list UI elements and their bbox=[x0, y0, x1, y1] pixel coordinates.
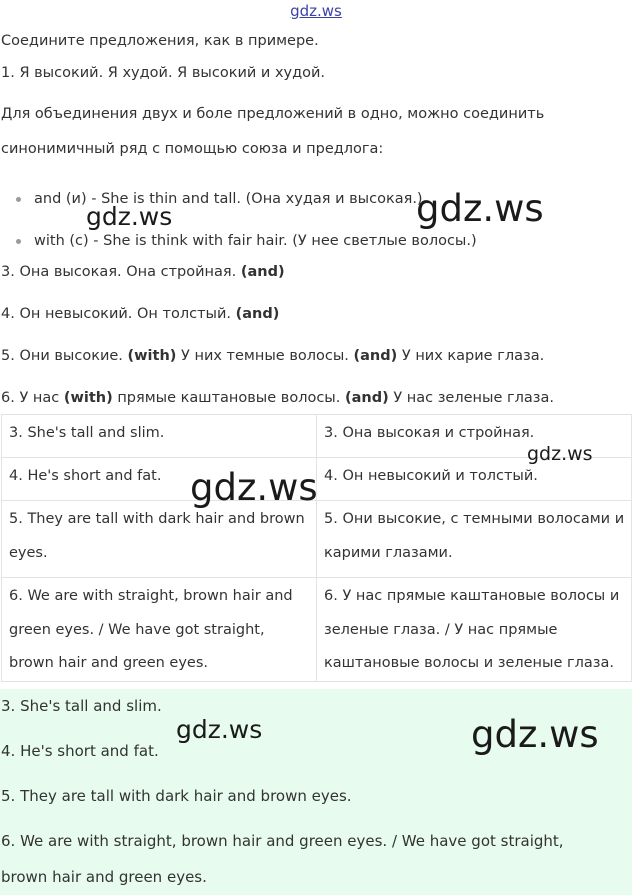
table-row bbox=[2, 458, 632, 501]
answer-line: 4. He's short and fat. bbox=[1, 742, 159, 760]
translation-table bbox=[1, 414, 632, 682]
task-text: Соедините предложения, как в примере. bbox=[1, 33, 319, 49]
answer-line: 6. We are with straight, brown hair and green eyes. / We have got straight, bbox=[1, 832, 564, 850]
rule-list bbox=[14, 188, 477, 272]
table-cell-en: 6. We are with straight, brown hair and green eyes. / We have got straight, brown hair and green eyes. bbox=[2, 578, 317, 682]
explanation-line-2: синонимичный ряд с помощью союза и предлога: bbox=[1, 141, 384, 157]
table-cell-ru: 6. У нас прямые каштановые волосы и зеленые глаза. / У нас прямые каштановые волосы и зеленые глаза. bbox=[317, 578, 632, 682]
watermark: gdz.ws bbox=[416, 187, 544, 230]
table-row bbox=[2, 578, 632, 682]
watermark: gdz.ws bbox=[471, 713, 599, 756]
list-item: with (с) - She is think with fair hair. (У нее светлые волосы.) bbox=[14, 230, 477, 272]
table-row bbox=[2, 501, 632, 578]
example-text: 1. Я высокий. Я худой. Я высокий и худой. bbox=[1, 65, 326, 81]
table-cell-ru: 3. Она высокая и стройная. bbox=[317, 415, 632, 458]
top-watermark-link[interactable]: gdz.ws bbox=[290, 2, 342, 20]
watermark: gdz.ws bbox=[176, 715, 263, 744]
table-cell-ru: 4. Он невысокий и толстый. bbox=[317, 458, 632, 501]
watermark: gdz.ws bbox=[190, 466, 318, 509]
list-item: and (и) - She is thin and tall. (Она худая и высокая.) bbox=[14, 188, 477, 230]
table-cell-ru: 5. Они высокие, с темными волосами и карими глазами. bbox=[317, 501, 632, 578]
table-cell-en: 5. They are tall with dark hair and brown eyes. bbox=[2, 501, 317, 578]
explanation-line-1: Для объединения двух и боле предложений в одно, можно соединить bbox=[1, 106, 545, 122]
watermark: gdz.ws bbox=[86, 202, 173, 231]
watermark: gdz.ws bbox=[527, 443, 593, 465]
answer-line: 3. She's tall and slim. bbox=[1, 697, 162, 715]
table-row bbox=[2, 415, 632, 458]
exercise-3: 3. Она высокая. Она стройная. (and) bbox=[1, 264, 285, 280]
answer-line: brown hair and green eyes. bbox=[1, 868, 207, 886]
table-cell-en: 4. He's short and fat. bbox=[2, 458, 317, 501]
exercise-6: 6. У нас (with) прямые каштановые волосы. (and) У нас зеленые глаза. bbox=[1, 390, 554, 406]
answer-block bbox=[0, 689, 632, 895]
exercise-4: 4. Он невысокий. Он толстый. (and) bbox=[1, 306, 280, 322]
answer-line: 5. They are tall with dark hair and brown eyes. bbox=[1, 787, 352, 805]
exercise-5: 5. Они высокие. (with) У них темные волосы. (and) У них карие глаза. bbox=[1, 348, 545, 364]
table-cell-en: 3. She's tall and slim. bbox=[2, 415, 317, 458]
